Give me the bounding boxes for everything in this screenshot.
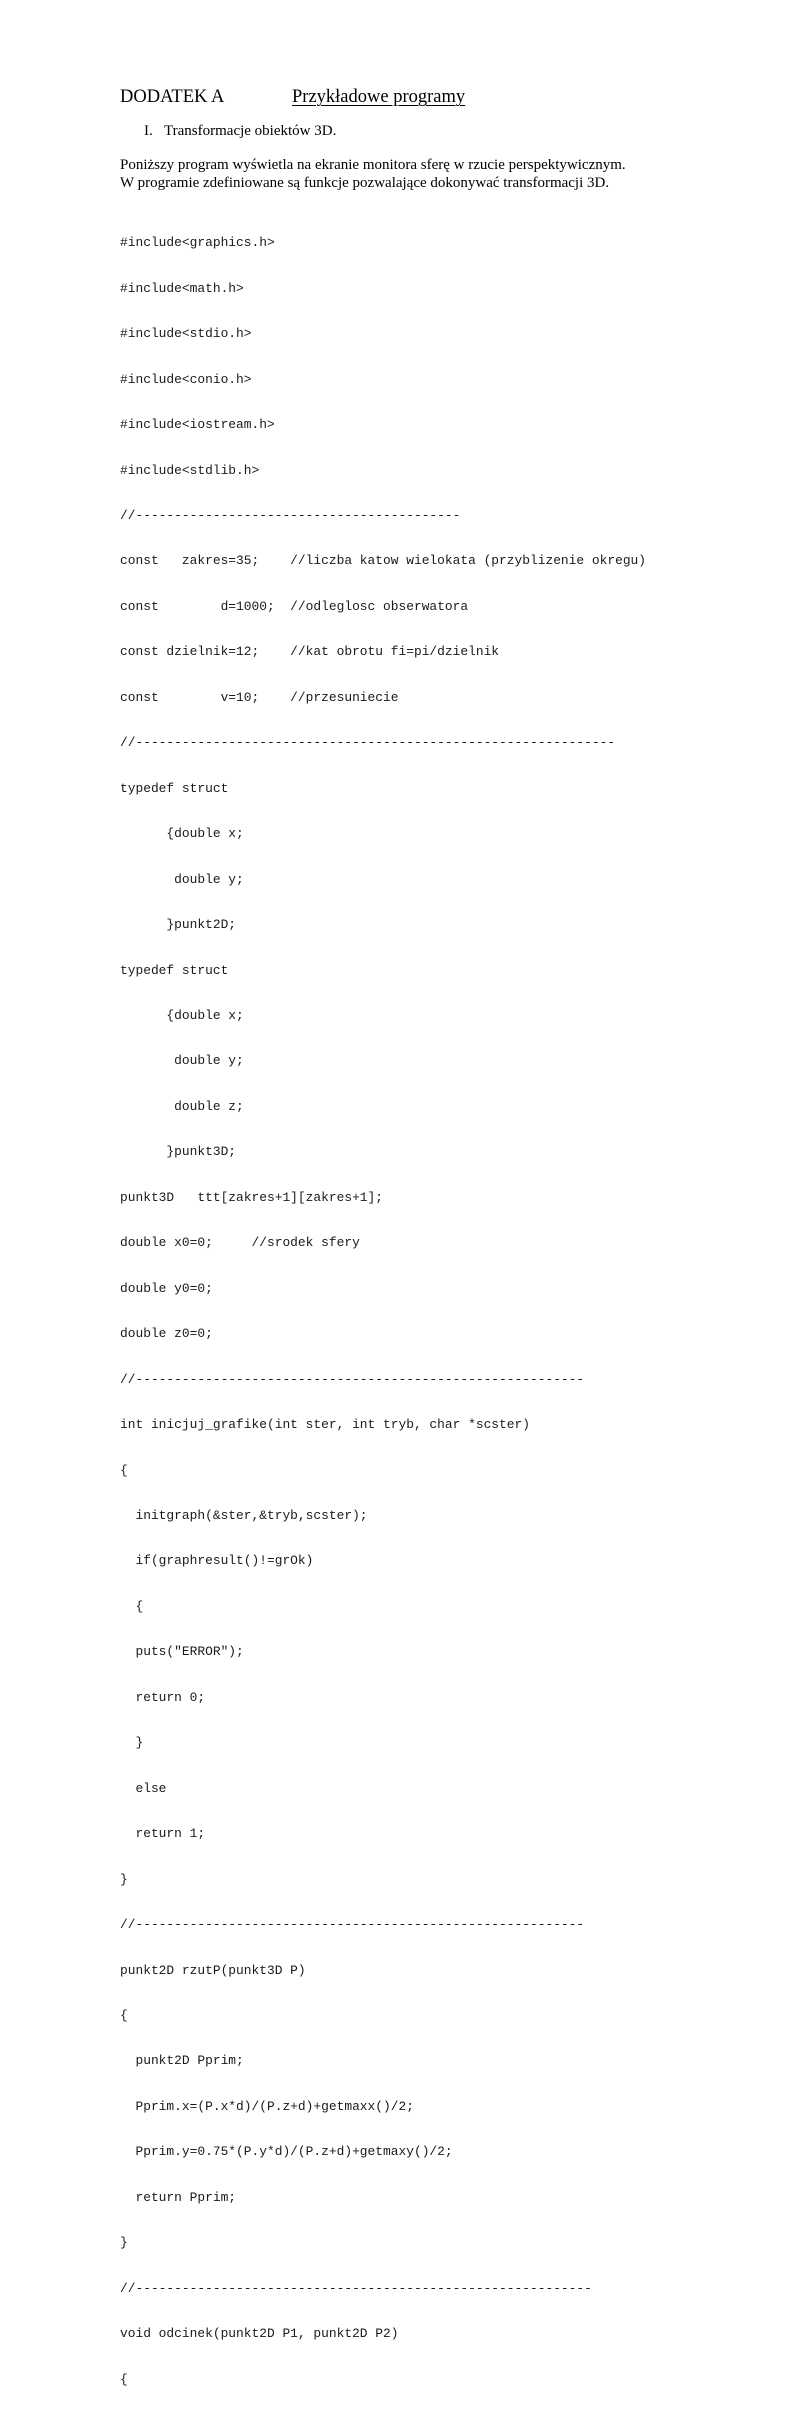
code-line: const v=10; //przesuniecie [120, 689, 399, 705]
code-line: if(graphresult()!=grOk) [120, 1553, 314, 1569]
code-line: double y; [120, 871, 244, 887]
code-line: initgraph(&ster,&tryb,scster); [120, 1508, 368, 1523]
code-line: #include<math.h> [120, 280, 244, 296]
intro-line-1: Poniższy program wyświetla na ekranie monitora sferę w rzucie perspektywicznym. [120, 157, 626, 173]
code-line: return 0; [120, 1689, 206, 1705]
code-line: const d=1000; //odleglosc obserwatora [120, 598, 469, 614]
intro-paragraph [120, 156, 626, 192]
code-line: {double x; [120, 826, 244, 842]
code-line: { [120, 1462, 128, 1478]
code-line: }punkt3D; [120, 1144, 237, 1160]
code-line: Pprim.y=0.75*(P.y*d)/(P.z+d)+getmaxy()/2; [120, 2144, 453, 2160]
code-line: punkt2D rzutP(punkt3D P) [120, 1962, 306, 1978]
section-title: Transformacje obiektów 3D. [164, 123, 337, 139]
code-line: //-------------------------------------------------------------- [120, 735, 616, 751]
code-line: { [120, 1598, 144, 1614]
code-line: #include<graphics.h> [120, 235, 275, 251]
code-line: puts("ERROR"); [120, 1644, 244, 1660]
code-line: //----------------------------------------------------------- [120, 2280, 592, 2296]
code-line: }punkt2D; [120, 917, 237, 933]
code-line: double y0=0; [120, 1280, 213, 1296]
section-number: I. [144, 123, 153, 139]
code-line: #include<stdlib.h> [120, 462, 260, 478]
code-line: #include<conio.h> [120, 371, 252, 387]
code-line: const dzielnik=12; //kat obrotu fi=pi/dzielnik [120, 644, 500, 660]
code-line: #include<iostream.h> [120, 417, 275, 433]
code-line: Pprim.x=(P.x*d)/(P.z+d)+getmaxx()/2; [120, 2098, 414, 2114]
code-line: //---------------------------------------------------------- [120, 1917, 585, 1933]
code-line: #include<stdio.h> [120, 326, 252, 342]
code-line: void odcinek(punkt2D P1, punkt2D P2) [120, 2326, 399, 2342]
code-line: {double x; [120, 1008, 244, 1024]
code-line: return 1; [120, 1826, 206, 1842]
code-listing [120, 205, 646, 2417]
code-line: typedef struct [120, 962, 229, 978]
section-heading [144, 122, 336, 140]
code-line: int inicjuj_grafike(int ster, int tryb, char *scster) [120, 1417, 530, 1433]
code-line: //---------------------------------------------------------- [120, 1371, 585, 1387]
code-line: { [120, 2007, 128, 2023]
code-line: punkt3D ttt[zakres+1][zakres+1]; [120, 1189, 384, 1205]
code-line: double z; [120, 1098, 244, 1114]
code-line: } [120, 2235, 128, 2251]
code-line: punkt2D Pprim; [120, 2053, 244, 2069]
code-line: typedef struct [120, 780, 229, 796]
code-line: const zakres=35; //liczba katow wielokata (przyblizenie okregu) [120, 553, 647, 569]
code-line: return Pprim; [120, 2189, 237, 2205]
appendix-label: DODATEK A [120, 87, 225, 107]
code-line: double x0=0; //srodek sfery [120, 1235, 360, 1251]
code-line: //------------------------------------------ [120, 508, 461, 524]
appendix-title: Przykładowe programy [292, 87, 466, 107]
code-line: } [120, 1871, 128, 1887]
code-line: double z0=0; [120, 1326, 213, 1342]
code-line: } [120, 1735, 144, 1751]
code-line: { [120, 2371, 128, 2387]
code-line: double y; [120, 1053, 244, 1069]
intro-line-2: W programie zdefiniowane są funkcje pozwalające dokonywać transformacji 3D. [120, 175, 610, 191]
code-line: else [120, 1780, 167, 1796]
